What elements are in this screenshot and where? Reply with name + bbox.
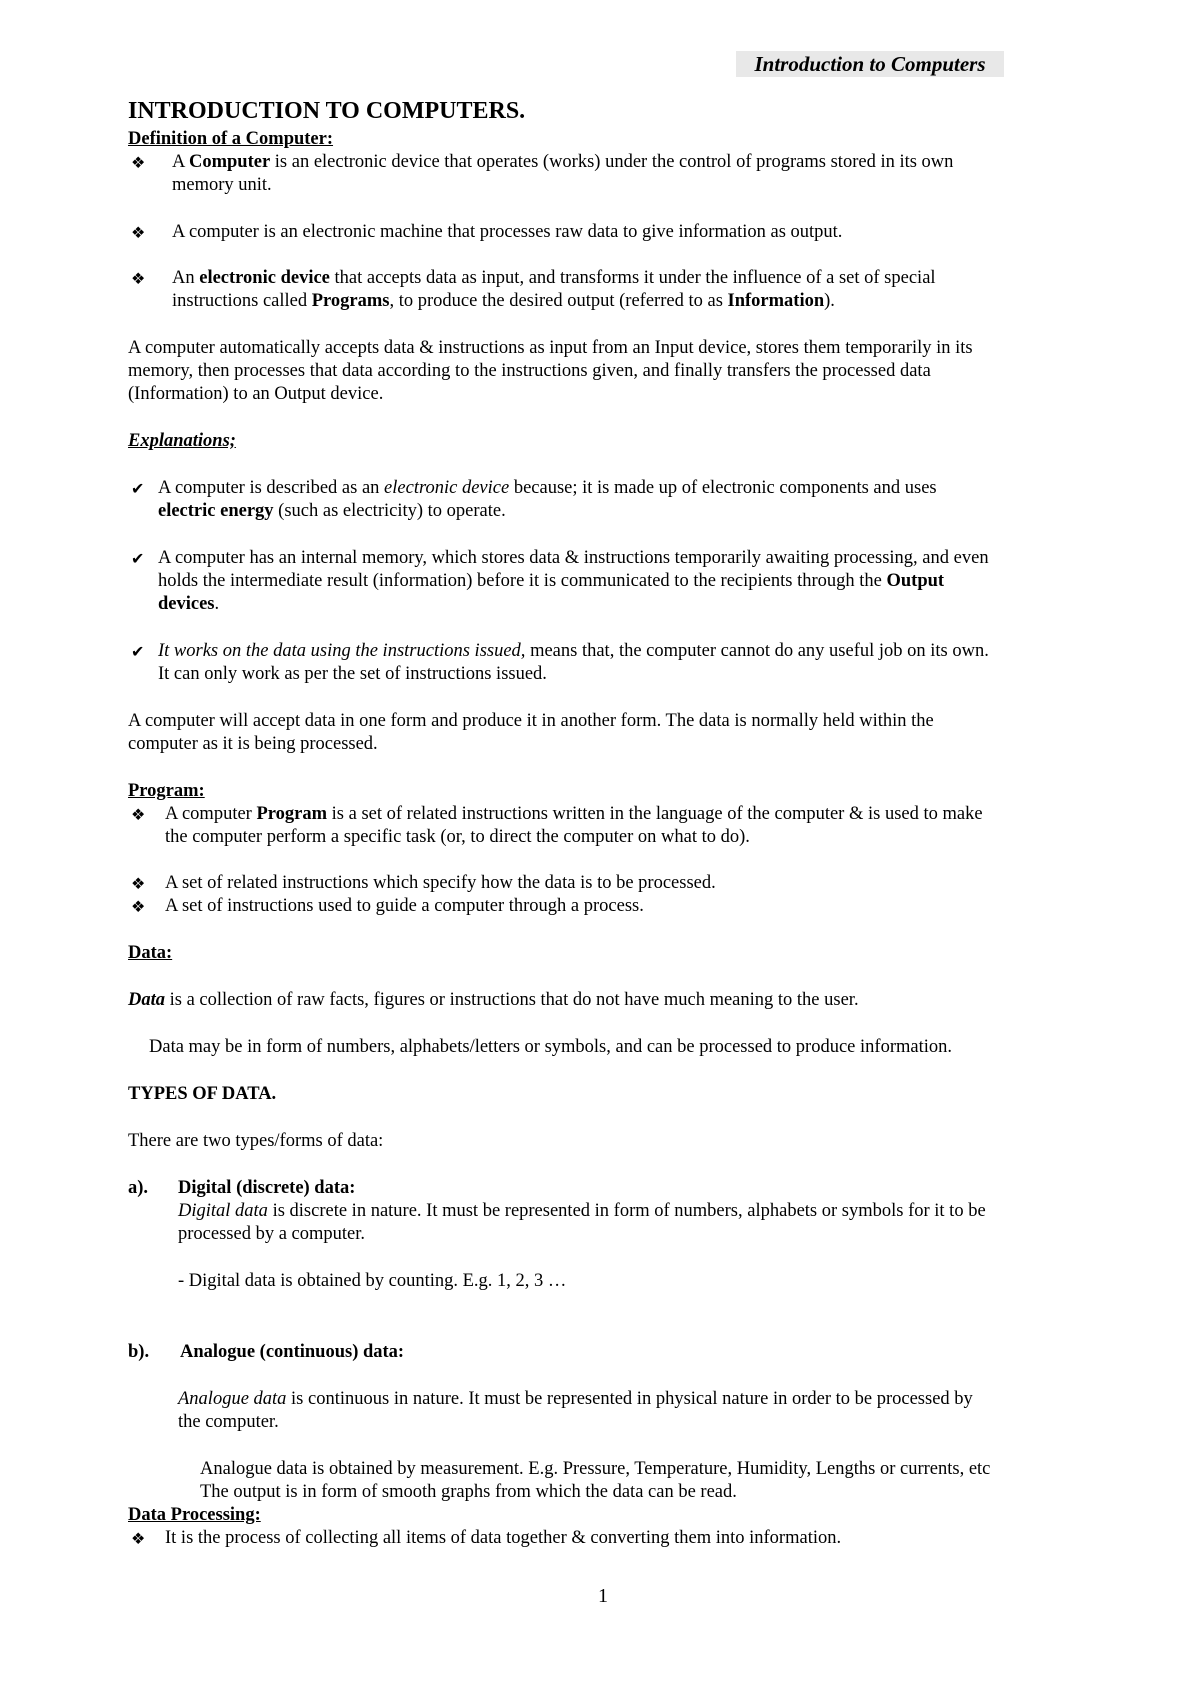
definition-item-1-cont: memory unit. [172,175,272,195]
explanation-item-1-cont: electric energy (such as electricity) to operate. [158,501,506,521]
type-a-label: a). [128,1178,149,1198]
data-definition: Data is a collection of raw facts, figures or instructions that do not have much meaning to the user. [128,990,859,1010]
processing-item-1: It is the process of collecting all items of data together & converting them into information. [165,1528,842,1548]
program-item-1: A computer Program is a set of related instructions written in the language of the computer & is used to make [165,804,983,824]
type-b-description: Analogue data is continuous in nature. It must be represented in physical nature in order to be processed by [178,1389,973,1409]
checkmark-icon: ✔ [131,644,145,661]
program-item-1-cont: the computer perform a specific task (or, to direct the computer on what to do). [165,827,750,847]
bullet-icon: ❖ [131,876,146,893]
paragraph-line: memory, then processes that data according to the instructions given, and finally transfers the processed data [128,361,931,381]
running-header: Introduction to Computers [736,51,1004,77]
definition-item-3: An electronic device that accepts data as input, and transforms it under the influence of a set of special [172,268,936,288]
program-item-2: A set of related instructions which specify how the data is to be processed. [165,873,716,893]
program-heading: Program: [128,781,205,801]
definition-item-2: A computer is an electronic machine that processes raw data to give information as output. [172,222,843,242]
paragraph-line: computer as it is being processed. [128,734,378,754]
data-heading: Data: [128,943,173,963]
bullet-icon: ❖ [131,899,146,916]
type-b-note-cont: The output is in form of smooth graphs from which the data can be read. [200,1482,737,1502]
definition-item-1: A Computer is an electronic device that operates (works) under the control of programs stored in its own [172,152,954,172]
checkmark-icon: ✔ [131,551,145,568]
explanation-item-2: A computer has an internal memory, which stores data & instructions temporarily awaiting processing, and even [158,548,989,568]
explanation-item-3: It works on the data using the instructions issued, means that, the computer cannot do any useful job on its own. [158,641,989,661]
paragraph-line: A computer automatically accepts data & instructions as input from an Input device, stores them temporarily in its [128,338,973,358]
explanation-item-3-cont: It can only work as per the set of instructions issued. [158,664,547,684]
type-a-description-cont: processed by a computer. [178,1224,365,1244]
type-a-note: - Digital data is obtained by counting. E.g. 1, 2, 3 … [178,1271,567,1291]
data-note: Data may be in form of numbers, alphabets/letters or symbols, and can be processed to produce information. [149,1037,952,1057]
type-b-note: Analogue data is obtained by measurement. E.g. Pressure, Temperature, Humidity, Lengths or currents, etc [200,1459,991,1479]
bullet-icon: ❖ [131,1531,146,1548]
types-heading: TYPES OF DATA. [128,1084,277,1104]
definition-heading: Definition of a Computer: [128,129,334,149]
page-title: INTRODUCTION TO COMPUTERS. [128,98,526,124]
bullet-icon: ❖ [131,271,146,288]
bullet-icon: ❖ [131,807,146,824]
paragraph-line: A computer will accept data in one form and produce it in another form. The data is normally held within the [128,711,934,731]
explanations-heading: Explanations; [128,431,236,451]
processing-heading: Data Processing: [128,1505,261,1525]
program-item-3: A set of instructions used to guide a computer through a process. [165,896,644,916]
type-b-label: b). [128,1342,150,1362]
type-b-description-cont: the computer. [178,1412,279,1432]
explanation-item-2-cont: devices. [158,594,220,614]
checkmark-icon: ✔ [131,481,145,498]
definition-item-3-cont: instructions called Programs, to produce the desired output (referred to as Information). [172,291,835,311]
bullet-icon: ❖ [131,225,146,242]
types-intro: There are two types/forms of data: [128,1131,384,1151]
type-a-description: Digital data is discrete in nature. It must be represented in form of numbers, alphabets or symbols for it to be [178,1201,986,1221]
bullet-icon: ❖ [131,155,146,172]
type-a-title: Digital (discrete) data: [178,1178,356,1198]
page-number: 1 [598,1585,608,1607]
type-b-title: Analogue (continuous) data: [180,1342,405,1362]
paragraph-line: (Information) to an Output device. [128,384,384,404]
explanation-item-2-cont: holds the intermediate result (information) before it is communicated to the recipients through the Output [158,571,945,591]
explanation-item-1: A computer is described as an electronic device because; it is made up of electronic components and uses [158,478,937,498]
